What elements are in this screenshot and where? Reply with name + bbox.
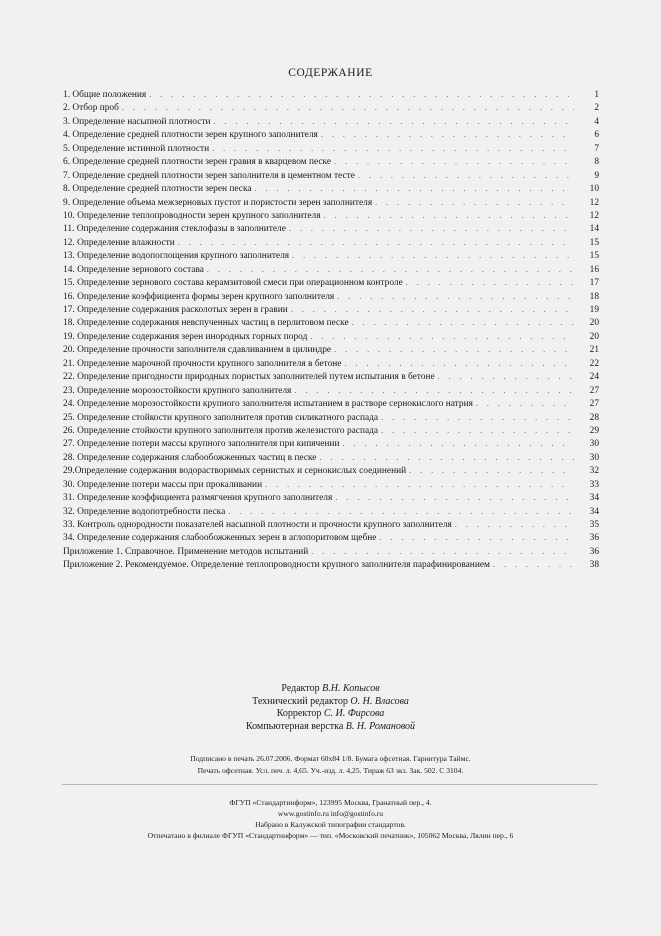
toc-entry-page: 35 bbox=[589, 520, 599, 530]
toc-entry-title: 7. Определение средней плотности зерен заполнителя в цементном тесте bbox=[63, 170, 355, 181]
toc-entry-title: 25. Определение стойкости крупного заполнителя против силикатного распада bbox=[63, 412, 379, 423]
toc-entry bbox=[63, 182, 599, 195]
toc-leader-dots bbox=[178, 236, 574, 249]
toc-entry-page: 30 bbox=[589, 439, 599, 450]
toc-leader-dots bbox=[214, 115, 575, 128]
toc-entry-title: 11. Определение содержания стеклофазы в заполнителе bbox=[63, 224, 286, 235]
toc-leader-dots bbox=[381, 411, 574, 424]
toc-entry-page: 30 bbox=[589, 452, 599, 463]
toc-entry bbox=[63, 357, 599, 370]
toc-leader-dots bbox=[476, 397, 574, 410]
toc-entry bbox=[63, 196, 599, 209]
toc-entry-title: 33. Контроль однородности показателей насыпной плотности и прочности крупного заполнителя bbox=[63, 520, 452, 530]
toc-entry bbox=[63, 249, 599, 262]
credit-line bbox=[0, 721, 661, 734]
toc-leader-dots bbox=[292, 249, 574, 262]
toc-entry bbox=[63, 411, 599, 424]
toc-leader-dots bbox=[207, 263, 574, 276]
toc-entry-title: 32. Определение водопотребности песка bbox=[63, 506, 226, 517]
toc-entry-title: 9. Определение объема межзерновых пустот и пористости зерен заполнителя bbox=[63, 197, 373, 208]
toc-leader-dots bbox=[438, 370, 574, 383]
toc-leader-dots bbox=[344, 357, 574, 370]
toc-entry bbox=[63, 343, 599, 356]
toc-entry bbox=[63, 128, 599, 141]
toc-entry bbox=[63, 397, 599, 410]
toc-leader-dots bbox=[122, 101, 574, 114]
toc-entry-title: 28. Определение содержания слабообожженных частиц в песке bbox=[63, 452, 317, 463]
toc-entry-page: 36 bbox=[589, 533, 599, 544]
toc-entry bbox=[63, 263, 599, 276]
toc-leader-dots bbox=[379, 531, 574, 544]
toc-leader-dots bbox=[375, 196, 574, 209]
toc-entry-title: 5. Определение истинной плотности bbox=[63, 143, 210, 154]
toc-entry-page: 12 bbox=[589, 197, 599, 208]
toc-leader-dots bbox=[358, 169, 574, 182]
toc-leader-dots bbox=[310, 330, 574, 343]
toc-entry-page: 29 bbox=[589, 425, 599, 436]
toc-entry bbox=[63, 209, 599, 222]
toc-entry-page: 12 bbox=[589, 210, 599, 221]
toc-leader-dots bbox=[324, 209, 574, 222]
toc-entry-title: 27. Определение потери массы крупного заполнителя при кипячении bbox=[63, 439, 340, 450]
toc-entry bbox=[63, 464, 599, 477]
toc-entry bbox=[63, 316, 599, 329]
toc-entry-page: 1 bbox=[594, 90, 599, 100]
toc-leader-dots bbox=[228, 505, 574, 518]
toc-entry-title: 2. Отбор проб bbox=[63, 103, 119, 114]
credit-role: Редактор bbox=[281, 683, 320, 694]
toc-entry-page: 15 bbox=[589, 237, 599, 248]
toc-entry-page: 32 bbox=[589, 466, 599, 477]
toc-entry bbox=[63, 384, 599, 397]
toc-entry-page: 20 bbox=[589, 331, 599, 342]
toc-entry-page: 34 bbox=[589, 506, 599, 517]
table-of-contents bbox=[63, 88, 599, 572]
credit-line bbox=[0, 683, 661, 696]
credit-role: Корректор bbox=[276, 708, 322, 720]
toc-entry-title: Приложение 1. Справочное. Применение методов испытаний bbox=[63, 546, 309, 557]
toc-entry-title: 22. Определение пригодности природных пористых заполнителей путем испытания в бетоне bbox=[63, 372, 435, 383]
toc-leader-dots bbox=[294, 384, 574, 397]
credit-role: Технический редактор bbox=[252, 695, 348, 707]
toc-entry bbox=[63, 531, 599, 544]
toc-entry-title: 13. Определение водопоглощения крупного заполнителя bbox=[63, 251, 290, 262]
toc-entry-page: 4 bbox=[594, 116, 599, 127]
toc-leader-dots bbox=[337, 290, 574, 303]
toc-entry-title: 14. Определение зернового состава bbox=[63, 264, 204, 275]
toc-entry-page: 10 bbox=[589, 184, 599, 195]
toc-entry bbox=[63, 169, 599, 182]
toc-entry bbox=[63, 88, 599, 101]
toc-entry bbox=[63, 370, 599, 383]
toc-entry-title: 34. Определение содержания слабообожженных зерен в аглопоритовом щебне bbox=[63, 533, 377, 544]
toc-entry-page: 6 bbox=[594, 130, 599, 141]
toc-entry-title: Приложение 2. Рекомендуемое. Определение теплопроводности крупного заполнителя парафинированием bbox=[63, 560, 490, 571]
toc-entry bbox=[63, 236, 599, 249]
toc-entry bbox=[63, 303, 599, 316]
credit-name: В. Н. Романовой bbox=[345, 720, 416, 732]
toc-entry-page: 22 bbox=[589, 358, 599, 369]
toc-entry-page: 7 bbox=[594, 143, 599, 154]
toc-entry bbox=[63, 115, 599, 128]
toc-entry-title: 30. Определение потери массы при прокаливании bbox=[63, 479, 263, 490]
toc-entry bbox=[63, 276, 599, 289]
toc-leader-dots bbox=[334, 343, 574, 356]
toc-entry-page: 27 bbox=[589, 399, 599, 410]
toc-entry-title: 19. Определение содержания зерен инородных горных пород bbox=[63, 331, 308, 342]
toc-leader-dots bbox=[289, 222, 574, 235]
toc-entry-title: 26. Определение стойкости крупного заполнителя против железистого распада bbox=[63, 425, 379, 436]
toc-entry-title: 10. Определение теплопроводности зерен крупного заполнителя bbox=[63, 210, 321, 221]
imprint-block bbox=[0, 753, 661, 776]
toc-entry-page: 17 bbox=[589, 278, 599, 289]
toc-entry bbox=[63, 491, 599, 504]
toc-entry-page: 14 bbox=[589, 224, 599, 235]
toc-entry-page: 24 bbox=[589, 372, 599, 383]
toc-entry-page: 18 bbox=[589, 291, 599, 302]
publisher-web-line: www.gostinfo.ru info@gostinfo.ru bbox=[277, 809, 384, 818]
toc-leader-dots bbox=[335, 491, 574, 504]
toc-entry bbox=[63, 101, 599, 114]
toc-leader-dots bbox=[493, 558, 574, 571]
toc-entry-page: 2 bbox=[594, 103, 599, 114]
toc-leader-dots bbox=[255, 182, 574, 195]
toc-entry-title: 20. Определение прочности заполнителя сдавливанием в цилиндре bbox=[63, 345, 332, 356]
toc-entry-title: 23. Определение морозостойкости крупного заполнителя bbox=[63, 385, 292, 396]
toc-entry-page: 8 bbox=[594, 157, 599, 168]
credit-name: О. Н. Власова bbox=[350, 695, 409, 707]
toc-entry bbox=[63, 142, 599, 155]
toc-entry bbox=[63, 505, 599, 518]
toc-entry-page: 19 bbox=[589, 305, 599, 315]
page-title: СОДЕРЖАНИЕ bbox=[288, 67, 373, 79]
toc-leader-dots bbox=[342, 437, 574, 450]
toc-entry-page: 21 bbox=[589, 345, 599, 356]
toc-entry-title: 31. Определение коэффициента размягчения крупного заполнителя bbox=[63, 493, 333, 504]
toc-entry-title: 16. Определение коэффициента формы зерен крупного заполнителя bbox=[63, 291, 335, 302]
toc-leader-dots bbox=[291, 303, 574, 316]
imprint-line: Подписано в печать 26.07.2006. Формат 60х84 1/8. Бумага офсетная. Гарнитура Таймс. bbox=[190, 754, 471, 763]
toc-leader-dots bbox=[352, 316, 574, 329]
toc-entry bbox=[63, 437, 599, 450]
toc-entry-title: 4. Определение средней плотности зерен крупного заполнителя bbox=[63, 130, 318, 141]
toc-entry-title: 29.Определение содержания водорастворимых сернистых и сернокислых соединений bbox=[63, 466, 407, 477]
publisher-line: ФГУП «Стандартинформ», 123995 Москва, Гранатный пер., 4. bbox=[229, 798, 432, 807]
toc-entry-page: 28 bbox=[589, 412, 599, 423]
credit-name: С. И. Фирсова bbox=[323, 708, 385, 720]
toc-entry-page: 9 bbox=[594, 170, 599, 181]
toc-entry-title: 24. Определение морозостойкости крупного заполнителя испытанием в растворе сернокислого натрия bbox=[63, 399, 473, 410]
credit-name: В.Н. Копысов bbox=[322, 683, 380, 694]
toc-entry bbox=[63, 558, 599, 571]
toc-entry bbox=[63, 451, 599, 464]
toc-entry bbox=[63, 155, 599, 168]
toc-entry-title: 3. Определение насыпной плотности bbox=[63, 116, 211, 127]
toc-leader-dots bbox=[319, 451, 574, 464]
toc-entry-title: 21. Определение марочной прочности крупного заполнителя в бетоне bbox=[63, 358, 342, 369]
toc-leader-dots bbox=[381, 424, 574, 437]
toc-entry-page: 36 bbox=[589, 546, 599, 557]
toc-entry-page: 34 bbox=[589, 493, 599, 504]
toc-entry bbox=[63, 424, 599, 437]
toc-entry bbox=[63, 545, 599, 558]
toc-entry-title: 12. Определение влажности bbox=[63, 237, 175, 248]
toc-entry-page: 38 bbox=[589, 560, 599, 571]
toc-entry bbox=[63, 518, 599, 531]
toc-entry-title: 8. Определение средней плотности зерен песка bbox=[63, 184, 252, 195]
toc-entry-page: 16 bbox=[589, 264, 599, 275]
toc-leader-dots bbox=[149, 88, 574, 101]
toc-entry-title: 18. Определение содержания невспученных частиц в перлитовом песке bbox=[63, 318, 349, 329]
toc-entry bbox=[63, 330, 599, 343]
toc-leader-dots bbox=[334, 155, 574, 168]
credit-line bbox=[0, 708, 661, 721]
toc-entry-page: 33 bbox=[589, 479, 599, 490]
publisher-block bbox=[0, 797, 661, 841]
toc-entry bbox=[63, 478, 599, 491]
toc-entry bbox=[63, 290, 599, 303]
toc-leader-dots bbox=[455, 518, 574, 531]
toc-leader-dots bbox=[409, 464, 574, 477]
toc-entry bbox=[63, 222, 599, 235]
toc-entry-title: 6. Определение средней плотности зерен гравия в кварцевом песке bbox=[63, 157, 332, 168]
toc-entry-title: 17. Определение содержания расколотых зерен в гравии bbox=[63, 305, 288, 315]
toc-entry-title: 1. Общие положения bbox=[63, 90, 147, 100]
divider bbox=[62, 784, 598, 785]
publisher-line: Набрано в Калужской типографии стандартов. bbox=[255, 820, 406, 829]
publisher-line: Отпечатано в филиале ФГУП «Стандартинформ» — тип. «Московский печатник», 105062 Москва, Лялин пер., 6 bbox=[147, 831, 514, 840]
toc-leader-dots bbox=[265, 478, 574, 491]
toc-leader-dots bbox=[406, 276, 574, 289]
credit-line bbox=[0, 696, 661, 709]
credits-block bbox=[0, 683, 661, 733]
toc-leader-dots bbox=[321, 128, 574, 141]
toc-leader-dots bbox=[311, 545, 574, 558]
toc-entry-page: 27 bbox=[589, 385, 599, 396]
credit-role: Компьютерная верстка bbox=[245, 720, 344, 732]
toc-entry-page: 20 bbox=[589, 318, 599, 329]
imprint-line: Печать офсетная. Усл. печ. л. 4,65. Уч.-изд. л. 4,25. Тираж 63 экз. Зак. 502. С 3104. bbox=[197, 765, 464, 775]
toc-entry-title: 15. Определение зернового состава керамзитовой смеси при операционном контроле bbox=[63, 278, 403, 289]
toc-leader-dots bbox=[212, 142, 574, 155]
toc-entry-page: 15 bbox=[589, 251, 599, 262]
